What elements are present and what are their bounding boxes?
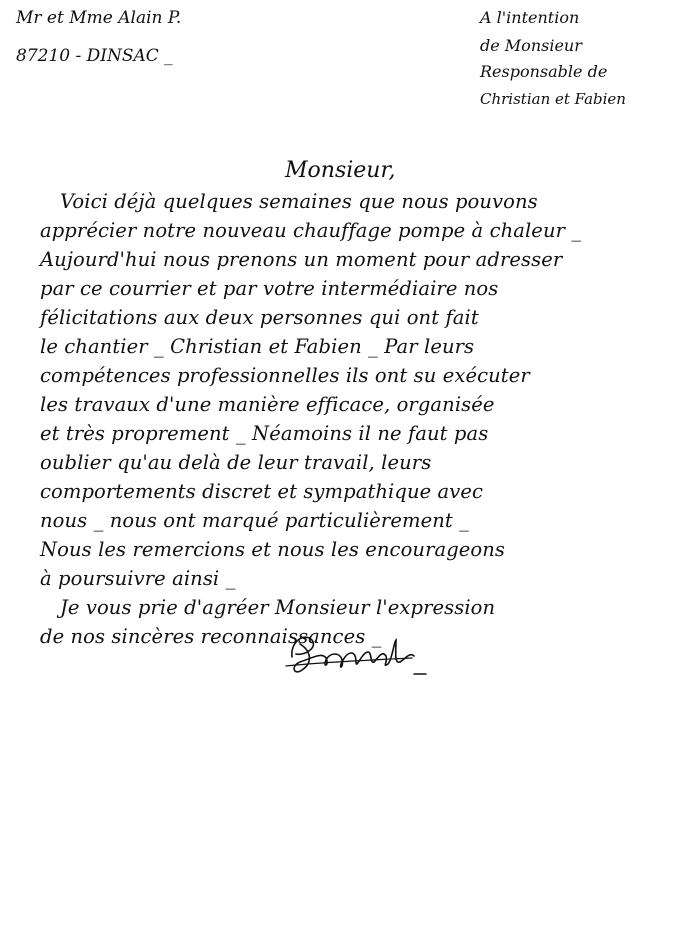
body-line: compétences professionnelles ils ont su exécuter	[40, 364, 530, 387]
salutation: Monsieur,	[285, 158, 396, 183]
body-line: comportements discret et sympathique avec	[40, 480, 484, 503]
recipient-line-2: de Monsieur	[480, 36, 582, 55]
body-line: félicitations aux deux personnes qui ont fait	[40, 306, 479, 329]
body-line: et très proprement _ Néamoins il ne faut pas	[40, 422, 489, 445]
body-line: Voici déjà quelques semaines que nous pouvons	[60, 190, 538, 213]
recipient-line-1: A l'intention	[480, 8, 580, 27]
signature	[282, 622, 432, 682]
sender-name: Mr et Mme Alain P.	[16, 8, 182, 28]
body-line: Je vous prie d'agréer Monsieur l'expression	[60, 596, 496, 619]
body-line: le chantier _ Christian et Fabien _ Par leurs	[40, 335, 475, 358]
body-line: de nos sincères reconnaissances _	[40, 625, 382, 648]
recipient-line-3: Responsable de	[480, 62, 608, 81]
sender-address: 87210 - DINSAC _	[16, 46, 173, 66]
body-line: les travaux d'une manière efficace, organisée	[40, 393, 495, 416]
body-line: par ce courrier et par votre intermédiaire nos	[40, 277, 499, 300]
body-line: oublier qu'au delà de leur travail, leurs	[40, 451, 432, 474]
body-line: à poursuivre ainsi _	[40, 567, 236, 590]
body-line: nous _ nous ont marqué particulièrement _	[40, 509, 469, 532]
body-line: Aujourd'hui nous prenons un moment pour adresser	[40, 248, 563, 271]
body-line: apprécier notre nouveau chauffage pompe à chaleur _	[40, 219, 582, 242]
body-line: Nous les remercions et nous les encourageons	[40, 538, 506, 561]
recipient-line-4: Christian et Fabien	[480, 90, 626, 108]
